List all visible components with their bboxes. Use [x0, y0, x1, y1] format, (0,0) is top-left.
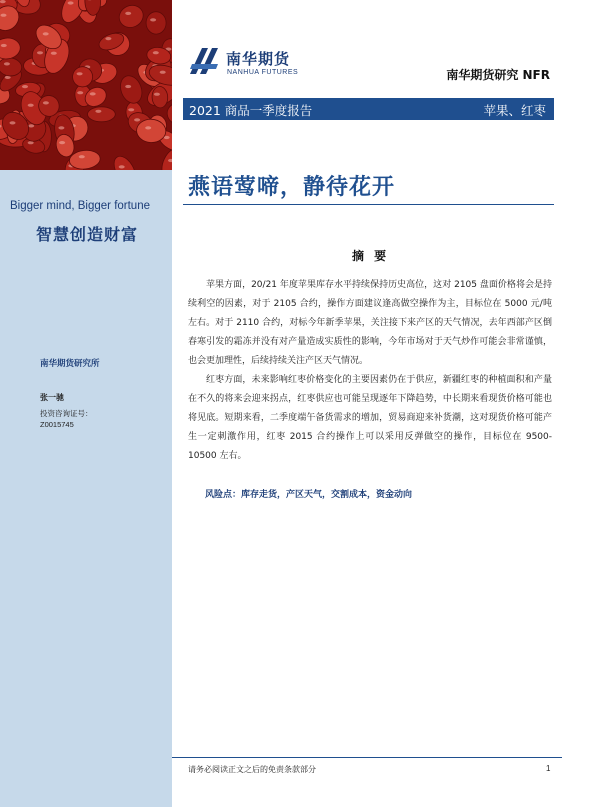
risk-points: 风险点：库存走货，产区天气，交割成本，资金动向 — [205, 490, 413, 500]
institute-name: 南华期货研究所 — [40, 359, 100, 369]
sidebar — [0, 0, 172, 807]
logo-text-en: NANHUA FUTURES — [227, 69, 299, 76]
nanhua-logo — [188, 44, 328, 84]
disclaimer-note: 请务必阅读正文之后的免责条款部分 — [188, 765, 316, 774]
red-dates-photo — [0, 0, 172, 170]
logo-text-cn: 南华期货 — [226, 50, 291, 68]
report-commodities: 苹果、红枣 — [483, 103, 546, 118]
nanhua-logo-icon — [188, 44, 222, 78]
slogan-en: Bigger mind, Bigger fortune — [10, 200, 150, 212]
report-title: 燕语莺啼，静待花开 — [188, 175, 396, 200]
abstract-heading: 摘 要 — [352, 249, 390, 263]
analyst-name: 张一驰 — [40, 393, 64, 402]
abstract-paragraph-jujube: 红枣方面，未来影响红枣价格变化的主要因素仍在于供应，新疆红枣的种植面积和产量在不久的将来会迎来拐点，红枣供应也可能呈现逐年下降趋势，中长期来看现货价格可能也将见底。短期来看，二季度端午备货需求的增加，贸易商迎来补货潮，这对现货价格可能产生一定刺激作用，红枣 2015 合约操作上可以采用反弹做空的操作，目标位在 9500-10500 左右。 — [188, 375, 552, 461]
cert-number: Z0015745 — [40, 420, 74, 429]
slogan-cn: 智慧创造财富 — [36, 225, 139, 244]
abstract-body — [188, 276, 552, 466]
page-number: 1 — [546, 764, 551, 773]
footer-divider — [172, 757, 562, 758]
report-type: 2021 商品一季度报告 — [189, 103, 313, 118]
report-band — [183, 98, 554, 120]
abstract-paragraph-apple: 苹果方面，20/21 年度苹果库存水平持续保持历史高位，这对 2105 盘面价格将会是持续利空的因素，对于 2105 合约，操作方面建议逢高做空操作为主，目标位在 5000 元/吨左右。对于 2110 合约，对标今年新季苹果，关注接下来产区的天气情况，去年西部产区倒春寒引发的霜冻并没有对产量造成实质性的影响，今年市场对于天气炒作可能会非常谨慎，也会更加理性，后续持续关注产区天气情况。 — [188, 280, 552, 366]
title-divider — [183, 204, 554, 205]
research-label: 南华期货研究 NFR — [446, 68, 550, 82]
cert-label: 投资咨询证号： — [40, 409, 93, 418]
